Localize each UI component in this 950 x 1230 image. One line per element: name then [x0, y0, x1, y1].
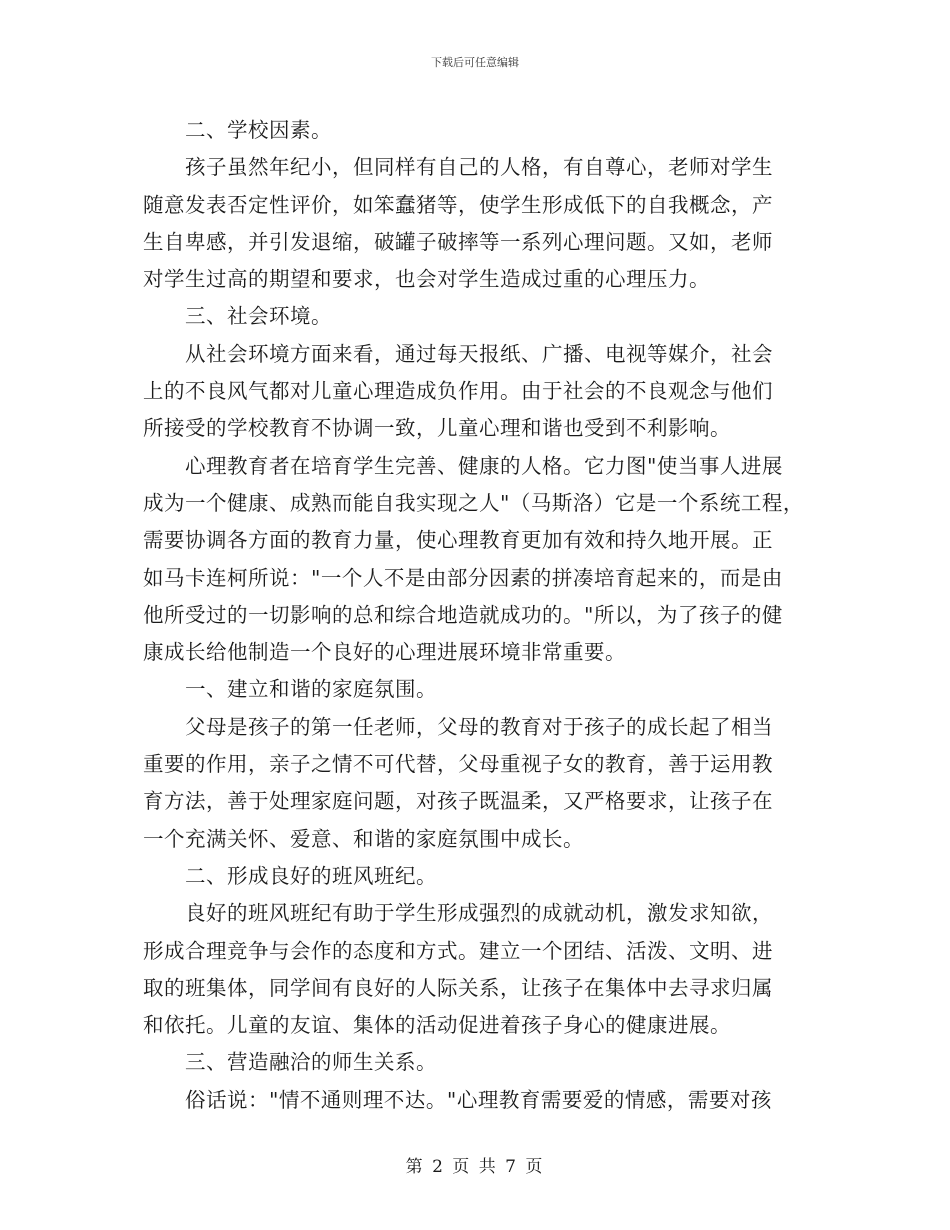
paragraph-line: 生自卑感，并引发退缩，破罐子破摔等一系列心理问题。又如，老师: [143, 229, 773, 254]
paragraph-line: 他所受过的一切影响的总和综合地造就成功的。"所以，为了孩子的健: [143, 602, 783, 627]
paragraph-line: 所接受的学校教育不协调一致，儿童心理和谐也受到不利影响。: [143, 416, 731, 441]
page-footer: 第 2 页 共 7 页: [405, 1157, 545, 1177]
paragraph-line: 取的班集体，同学间有良好的人际关系，让孩子在集体中去寻求归属: [143, 975, 773, 1000]
paragraph-line: 上的不良风气都对儿童心理造成负作用。由于社会的不良观念与他们: [143, 379, 773, 404]
section-heading: 三、营造融洽的师生关系。: [185, 1050, 437, 1075]
paragraph-line: 良好的班风班纪有助于学生形成强烈的成就动机，激发求知欲，: [185, 901, 773, 926]
paragraph-line: 对学生过高的期望和要求，也会对学生造成过重的心理压力。: [143, 267, 710, 292]
section-heading: 一、建立和谐的家庭氛围。: [185, 677, 437, 702]
paragraph-line: 孩子虽然年纪小，但同样有自己的人格，有自尊心，老师对学生: [185, 155, 773, 180]
paragraph-line: 随意发表否定性评价，如笨蠢猪等，使学生形成低下的自我概念，产: [143, 192, 773, 217]
section-heading: 三、社会环境。: [185, 304, 332, 329]
paragraph-line: 如马卡连柯所说："一个人不是由部分因素的拼凑培育起来的，而是由: [143, 565, 783, 590]
paragraph-line: 一个充满关怀、爱意、和谐的家庭氛围中成长。: [143, 826, 584, 851]
paragraph-line: 形成合理竞争与会作的态度和方式。建立一个团结、活泼、文明、进: [143, 938, 773, 963]
paragraph-line: 父母是孩子的第一任老师，父母的教育对于孩子的成长起了相当: [185, 714, 773, 739]
document-body: [143, 112, 808, 1119]
paragraph-line: 俗话说："情不通则理不达。"心理教育需要爱的情感，需要对孩: [185, 1087, 772, 1112]
paragraph-line: 心理教育者在培育学生完善、健康的人格。它力图"使当事人进展: [185, 453, 783, 478]
paragraph-line: 需要协调各方面的教育力量，使心理教育更加有效和持久地开展。正: [143, 528, 773, 553]
page-header: 下载后可任意编辑: [431, 56, 519, 69]
section-heading: 二、学校因素。: [185, 118, 332, 142]
section-heading: 二、形成良好的班风班纪。: [185, 863, 437, 888]
paragraph-line: 康成长给他制造一个良好的心理进展环境非常重要。: [143, 640, 626, 665]
paragraph-line: 和依托。儿童的友谊、集体的活动促进着孩子身心的健康进展。: [143, 1013, 731, 1038]
paragraph-line: 重要的作用，亲子之情不可代替，父母重视子女的教育，善于运用教: [143, 752, 773, 777]
paragraph-line: 从社会环境方面来看，通过每天报纸、广播、电视等媒介，社会: [185, 341, 773, 366]
paragraph-line: 育方法，善于处理家庭问题，对孩子既温柔，又严格要求，让孩子在: [143, 789, 773, 814]
paragraph-line: 成为一个健康、成熟而能自我实现之人"（马斯洛）它是一个系统工程，: [143, 490, 804, 515]
